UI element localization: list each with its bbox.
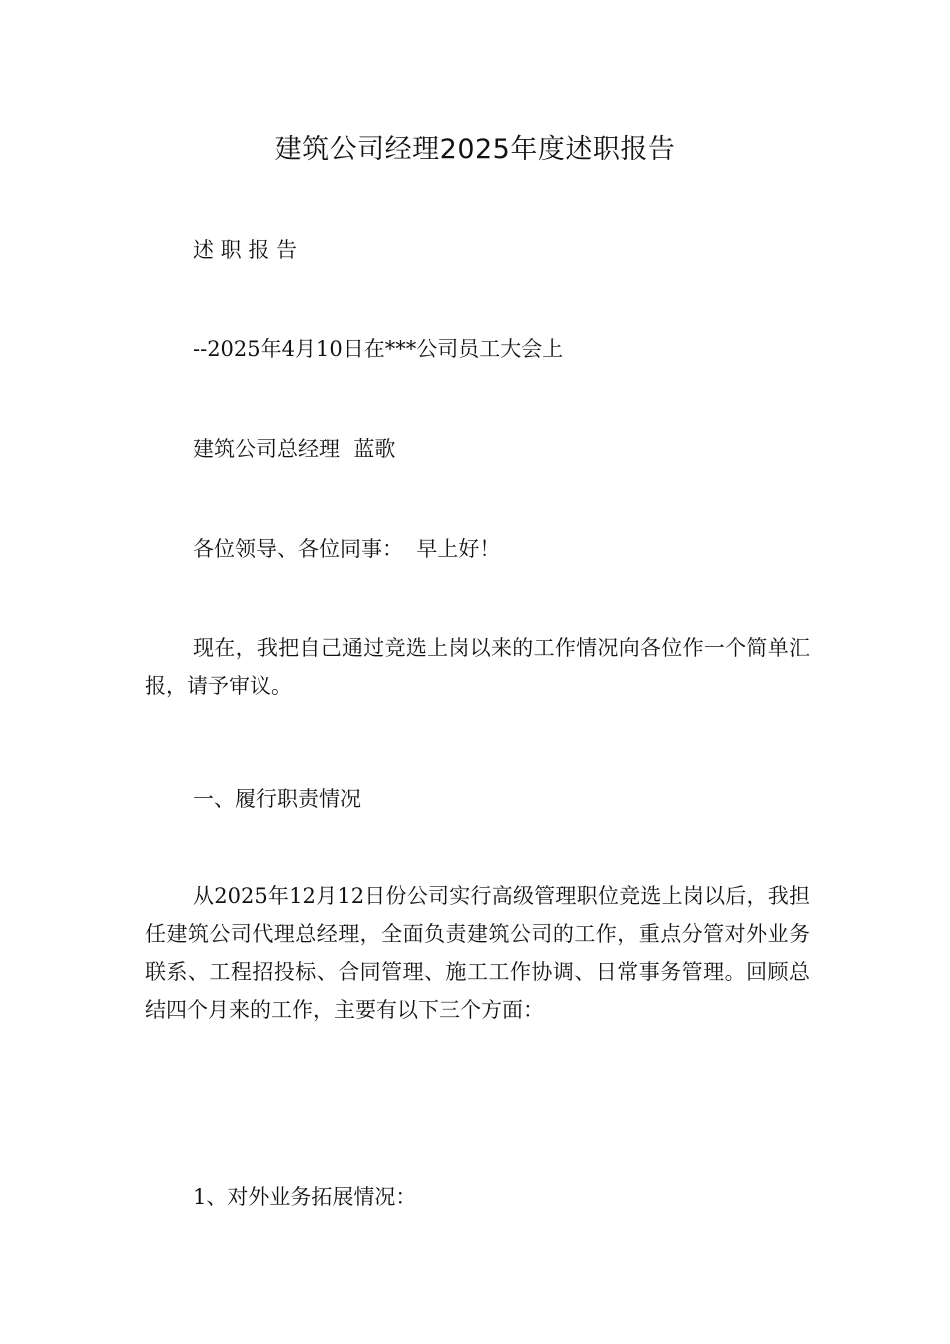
heading-label: 述 职 报 告: [193, 238, 298, 262]
author-line: 建筑公司总经理 蓝歌: [193, 437, 396, 461]
intro-paragraph: 现在，我把自己通过竞选上岗以来的工作情况向各位作一个简单汇报，请予审议。: [145, 636, 810, 698]
section-heading-1: 一、履行职责情况: [193, 787, 361, 811]
body-paragraph-1: 从2025年12月12日份公司实行高级管理职位竞选上岗以后，我担任建筑公司代理总经理，全面负责建筑公司的工作，重点分管对外业务联系、工程招投标、合同管理、施工工作协调、日常事务管理。回顾总结四个月来的工作，主要有以下三个方面：: [145, 884, 810, 1022]
subsection-heading-1: 1、对外业务拓展情况：: [193, 1185, 417, 1209]
document-title: 建筑公司经理2025年度述职报告: [274, 134, 676, 165]
greeting: 各位领导、各位同事： 早上好！: [193, 537, 501, 561]
date-line: --2025年4月10日在***公司员工大会上: [193, 337, 564, 361]
